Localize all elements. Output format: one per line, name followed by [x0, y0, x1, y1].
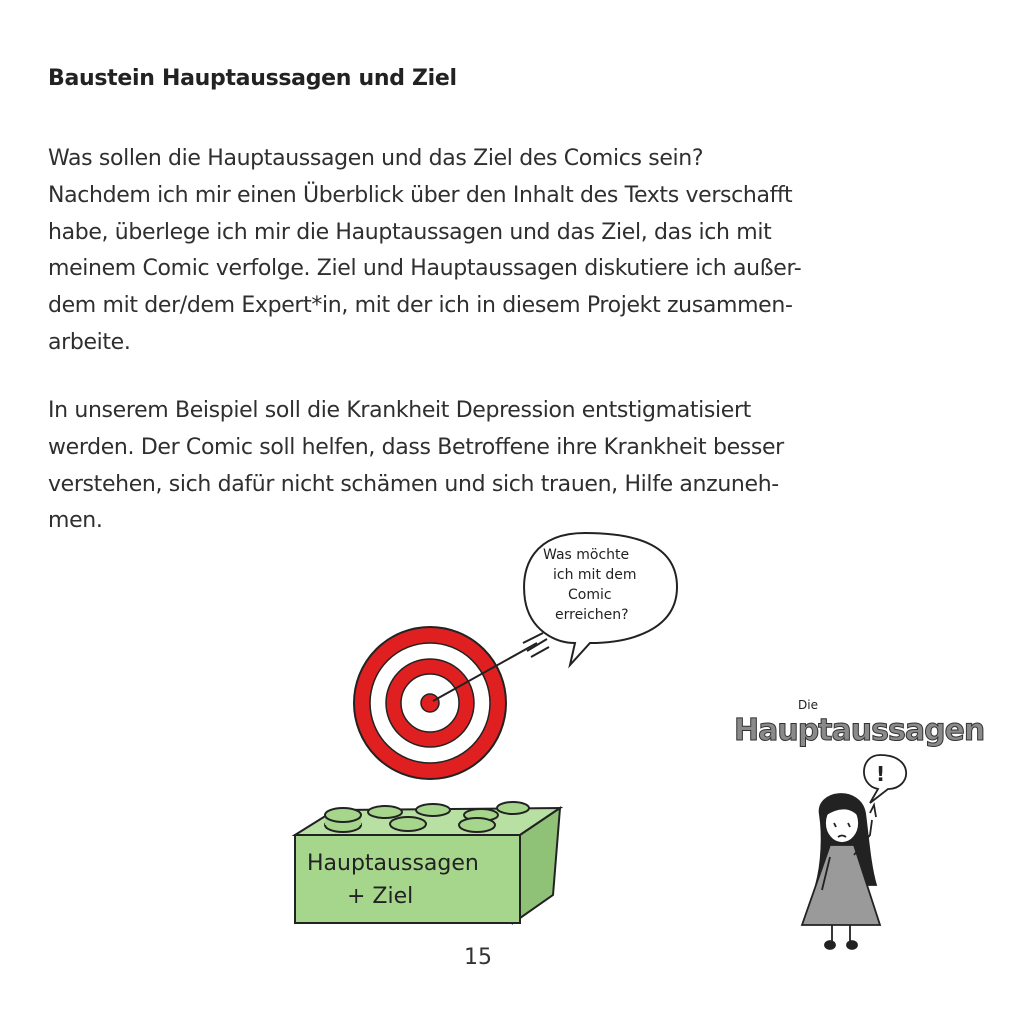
- text-line: arbeite.: [48, 329, 131, 355]
- paragraph-intro: [48, 141, 928, 362]
- text-line: meinem Comic verfolge. Ziel und Hauptaussagen diskutiere ich außer-: [48, 256, 802, 282]
- speech-bubble: [524, 533, 677, 665]
- lego-brick-icon: [295, 802, 560, 923]
- text-line: Nachdem ich mir einen Überblick über den Inhalt des Texts verschafft: [48, 182, 793, 208]
- exclamation-icon: !: [876, 762, 886, 786]
- target-brick-illustration: [285, 525, 705, 940]
- bubble-line: Comic: [568, 587, 612, 603]
- text-line: dem mit der/dem Expert*in, mit der ich in diesem Projekt zusammen-: [48, 293, 793, 319]
- bubble-line: erreichen?: [555, 607, 629, 623]
- target-icon: [354, 627, 506, 779]
- text-line: Was sollen die Hauptaussagen und das Ziel des Comics sein?: [48, 146, 704, 171]
- page-number: 15: [464, 945, 492, 970]
- title-small: Die: [798, 698, 818, 712]
- section-heading: Baustein Hauptaussagen und Ziel: [48, 66, 457, 91]
- girl-character-icon: [802, 794, 880, 949]
- title-large: Hauptaussagen: [734, 713, 985, 748]
- brick-line: Hauptaussagen: [307, 851, 479, 876]
- text-line: men.: [48, 508, 103, 534]
- text-line: In unserem Beispiel soll die Krankheit Depression entstigmatisiert: [48, 398, 751, 423]
- exclamation-bubble: [864, 755, 906, 803]
- text-line: habe, überlege ich mir die Hauptaussagen und das Ziel, das ich mit: [48, 219, 772, 245]
- bubble-line: ich mit dem: [553, 567, 637, 583]
- character-illustration: [730, 685, 1010, 965]
- text-line: werden. Der Comic soll helfen, dass Betroffene ihre Krankheit besser: [48, 434, 784, 460]
- bubble-line: Was möchte: [543, 547, 630, 563]
- brick-line: + Ziel: [347, 884, 414, 909]
- text-line: verstehen, sich dafür nicht schämen und sich trauen, Hilfe anzuneh-: [48, 471, 779, 497]
- paragraph-example: [48, 393, 928, 540]
